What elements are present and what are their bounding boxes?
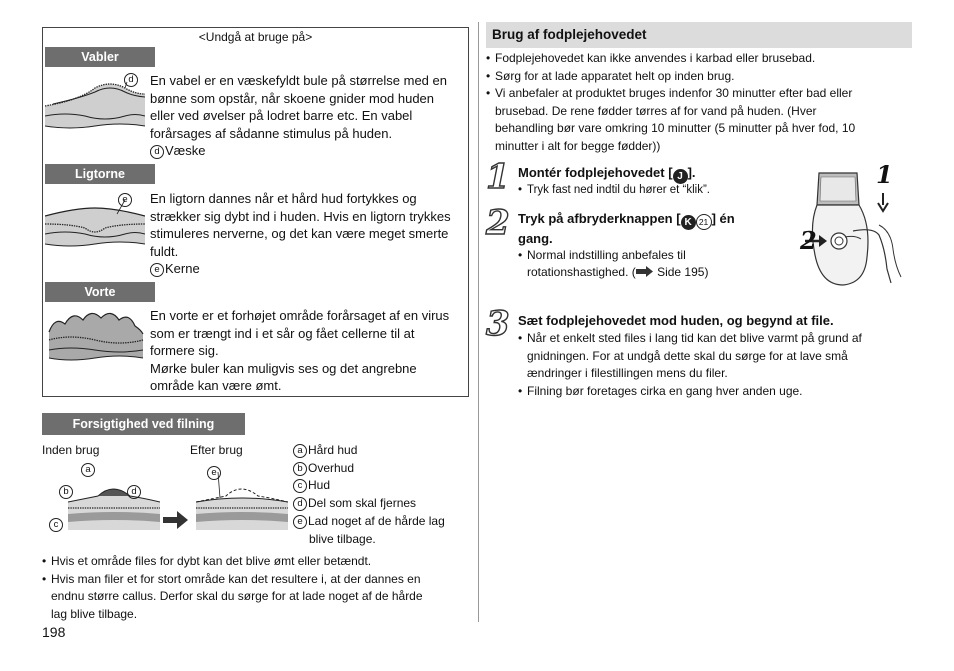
step-1-note: • Tryk fast ned indtil du hører et “klik”.	[518, 182, 710, 198]
step-2-note: • Normal indstilling anbefales til rotationshastighed. ( Side 195)	[518, 247, 778, 280]
filing-notes: • Hvis et område files for dybt kan det blive ømt eller betændt. • Hvis man filer et for stort område kan det resultere i, at der dannes en endnu større callus. Derfor skal du sørge for at lade noget af de hårde lag blive tilbage.	[42, 553, 467, 623]
label-ligtorne: Ligtorne	[45, 164, 155, 184]
label-caution: Forsigtighed ved filning	[42, 413, 245, 435]
before-label: Inden brug	[42, 443, 100, 457]
marker-b: b	[59, 485, 73, 499]
header-bullets: • Fodplejehovedet kan ikke anvendes i karbad eller brusebad. • Sørg for at lade apparatet helt op inden brug. • Vi anbefaler at produktet bruges indenfor 30 minutter efter bad eller brusebad. De rene fødder tørres af for vand på huden. (Hver behandling bør vare omkring 10 minutter (5 minutter på hver fod, 10 minutter i alt for begge fødder))	[486, 50, 906, 155]
column-divider	[478, 22, 479, 622]
after-label: Efter brug	[190, 443, 243, 457]
k-button-icon: K	[681, 215, 696, 230]
arrow-right-icon	[163, 510, 189, 530]
page-ref-arrow-icon	[636, 266, 654, 277]
illus-label-2: 2	[800, 226, 817, 255]
marker-e2: e	[207, 466, 221, 480]
label-vorte: Vorte	[45, 282, 155, 302]
marker-d: d	[124, 73, 138, 87]
illus-label-1: 1	[876, 160, 893, 189]
page-number: 198	[42, 624, 66, 640]
marker-d2: d	[127, 485, 141, 499]
step-2-number: 2	[486, 203, 510, 243]
step-3-number: 3	[486, 304, 510, 344]
marker-e: e	[118, 193, 132, 207]
marker-c: c	[49, 518, 63, 532]
section-header: Brug af fodplejehovedet	[486, 22, 912, 48]
avoid-box-title: <Undgå at bruge på>	[198, 30, 313, 44]
ligtorne-text: En ligtorn dannes når et hård hud fortykkes og strækker sig dybt ind i huden. Hvis en ligtorn trykkes stimuleres nerverne, og det kan være meget smerte fuldt. e Kerne	[150, 191, 451, 276]
filing-legend: a Hård hud b Overhud c Hud d Del som skal fjernes e Lad noget af de hårde lag blive tilbage.	[293, 442, 468, 548]
step-3-bullets: • Når et enkelt sted files i lang tid kan det blive varmt på grund af gnidningen. For at undgå dette skal du sørge for at lave små ændringer i filestillingen mens du filer. • Filning bør foretages cirka en gang hver anden uge.	[518, 330, 908, 400]
wart-illustration	[45, 304, 145, 370]
vabler-text: En vabel er en væskefyldt bule på størrelse med en bønne som opstår, når skoene gnider mod huden eller ved øvelser på lodret barre etc. En vabel forårsages af sådanne stimulus på huden. d Væske	[150, 73, 447, 158]
step-1-title: Montér fodplejehovedet [ J ].	[518, 165, 696, 182]
vorte-text: En vorte er et forhøjet område forårsaget af en virus som er trængt ind i et sår og fået cellerne til at formere sig. Mørke buler kan muligvis ses og det angrebne område kan være ømt.	[150, 308, 450, 393]
marker-a: a	[81, 463, 95, 477]
j-button-icon: J	[673, 169, 688, 184]
step-2-title: Tryk på afbryderknappen [ K 21 ] én gang.	[518, 211, 735, 246]
step-3-title: Sæt fodplejehovedet mod huden, og begynd at file.	[518, 313, 834, 328]
label-vabler: Vabler	[45, 47, 155, 67]
step-1-number: 1	[486, 157, 510, 197]
